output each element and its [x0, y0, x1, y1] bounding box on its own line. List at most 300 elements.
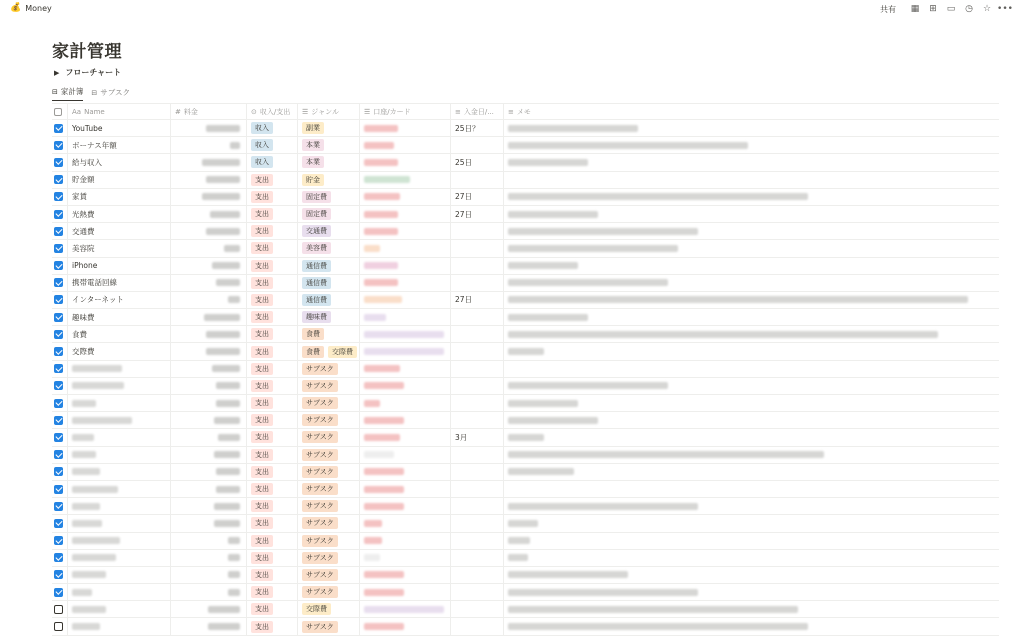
amount-cell[interactable] [171, 447, 247, 463]
name-cell[interactable] [68, 601, 171, 617]
table-row[interactable] [52, 584, 999, 601]
type-cell[interactable] [247, 378, 298, 394]
row-checkbox-cell[interactable] [52, 447, 68, 463]
name-cell[interactable] [68, 481, 171, 497]
memo-cell[interactable] [504, 154, 999, 170]
name-cell[interactable] [68, 395, 171, 411]
amount-cell[interactable] [171, 464, 247, 480]
table-row[interactable] [52, 292, 999, 309]
tab-subscription[interactable] [91, 87, 130, 101]
memo-cell[interactable] [504, 584, 999, 600]
type-cell[interactable] [247, 584, 298, 600]
checked-checkbox[interactable] [54, 158, 63, 167]
account-cell[interactable] [360, 361, 451, 377]
checked-checkbox[interactable] [54, 210, 63, 219]
account-cell[interactable] [360, 533, 451, 549]
type-cell[interactable] [247, 326, 298, 342]
table-row[interactable] [52, 618, 999, 635]
layout-grid-icon[interactable]: ▦ [910, 4, 920, 14]
amount-cell[interactable] [171, 515, 247, 531]
date-cell[interactable] [451, 223, 504, 239]
table-row[interactable] [52, 447, 999, 464]
account-cell[interactable] [360, 258, 451, 274]
date-cell[interactable] [451, 361, 504, 377]
table-row[interactable] [52, 154, 999, 171]
checked-checkbox[interactable] [54, 416, 63, 425]
type-cell[interactable] [247, 498, 298, 514]
column-header-amount[interactable] [171, 104, 247, 119]
genre-cell[interactable] [298, 447, 360, 463]
genre-cell[interactable] [298, 618, 360, 634]
memo-cell[interactable] [504, 533, 999, 549]
row-checkbox-cell[interactable] [52, 498, 68, 514]
amount-cell[interactable] [171, 275, 247, 291]
table-row[interactable] [52, 223, 999, 240]
date-cell[interactable] [451, 584, 504, 600]
row-checkbox-cell[interactable] [52, 584, 68, 600]
memo-cell[interactable] [504, 498, 999, 514]
genre-cell[interactable] [298, 464, 360, 480]
account-cell[interactable] [360, 412, 451, 428]
memo-cell[interactable] [504, 137, 999, 153]
row-checkbox-cell[interactable] [52, 618, 68, 634]
account-cell[interactable] [360, 498, 451, 514]
date-cell[interactable] [451, 464, 504, 480]
row-checkbox-cell[interactable] [52, 275, 68, 291]
date-cell[interactable] [451, 343, 504, 359]
account-cell[interactable] [360, 309, 451, 325]
genre-cell[interactable] [298, 240, 360, 256]
checked-checkbox[interactable] [54, 553, 63, 562]
amount-cell[interactable] [171, 481, 247, 497]
checked-checkbox[interactable] [54, 536, 63, 545]
genre-cell[interactable] [298, 223, 360, 239]
table-row[interactable] [52, 189, 999, 206]
type-cell[interactable] [247, 550, 298, 566]
amount-cell[interactable] [171, 533, 247, 549]
name-cell[interactable] [68, 120, 171, 136]
table-row[interactable] [52, 361, 999, 378]
date-cell[interactable] [451, 567, 504, 583]
row-checkbox-cell[interactable] [52, 601, 68, 617]
table-row[interactable] [52, 309, 999, 326]
genre-cell[interactable] [298, 189, 360, 205]
row-checkbox-cell[interactable] [52, 189, 68, 205]
memo-cell[interactable] [504, 618, 999, 634]
table-row[interactable] [52, 258, 999, 275]
row-checkbox-cell[interactable] [52, 515, 68, 531]
memo-cell[interactable] [504, 292, 999, 308]
memo-cell[interactable] [504, 464, 999, 480]
amount-cell[interactable] [171, 309, 247, 325]
row-checkbox-cell[interactable] [52, 550, 68, 566]
memo-cell[interactable] [504, 258, 999, 274]
table-row[interactable] [52, 275, 999, 292]
table-row[interactable] [52, 206, 999, 223]
date-cell[interactable] [451, 447, 504, 463]
date-cell[interactable] [451, 137, 504, 153]
type-cell[interactable] [247, 447, 298, 463]
amount-cell[interactable] [171, 292, 247, 308]
amount-cell[interactable] [171, 343, 247, 359]
date-cell[interactable] [451, 154, 504, 170]
table-row[interactable] [52, 567, 999, 584]
checked-checkbox[interactable] [54, 588, 63, 597]
type-cell[interactable] [247, 601, 298, 617]
genre-cell[interactable] [298, 343, 360, 359]
unchecked-checkbox[interactable] [54, 622, 63, 631]
row-checkbox-cell[interactable] [52, 206, 68, 222]
row-checkbox-cell[interactable] [52, 223, 68, 239]
date-cell[interactable] [451, 206, 504, 222]
table-row[interactable] [52, 533, 999, 550]
name-cell[interactable] [68, 550, 171, 566]
table-row[interactable] [52, 172, 999, 189]
checked-checkbox[interactable] [54, 519, 63, 528]
date-cell[interactable] [451, 395, 504, 411]
type-cell[interactable] [247, 292, 298, 308]
date-cell[interactable] [451, 601, 504, 617]
amount-cell[interactable] [171, 223, 247, 239]
amount-cell[interactable] [171, 189, 247, 205]
genre-cell[interactable] [298, 309, 360, 325]
type-cell[interactable] [247, 120, 298, 136]
memo-cell[interactable] [504, 567, 999, 583]
type-cell[interactable] [247, 275, 298, 291]
checked-checkbox[interactable] [54, 399, 63, 408]
genre-cell[interactable] [298, 258, 360, 274]
amount-cell[interactable] [171, 618, 247, 634]
date-cell[interactable] [451, 550, 504, 566]
account-cell[interactable] [360, 515, 451, 531]
name-cell[interactable] [68, 154, 171, 170]
date-cell[interactable] [451, 533, 504, 549]
type-cell[interactable] [247, 137, 298, 153]
name-cell[interactable] [68, 515, 171, 531]
amount-cell[interactable] [171, 584, 247, 600]
memo-cell[interactable] [504, 326, 999, 342]
name-cell[interactable] [68, 137, 171, 153]
account-cell[interactable] [360, 618, 451, 634]
row-checkbox-cell[interactable] [52, 464, 68, 480]
type-cell[interactable] [247, 361, 298, 377]
checked-checkbox[interactable] [54, 330, 63, 339]
type-cell[interactable] [247, 618, 298, 634]
unchecked-checkbox[interactable] [54, 605, 63, 614]
row-checkbox-cell[interactable] [52, 395, 68, 411]
table-row[interactable] [52, 120, 999, 137]
genre-cell[interactable] [298, 429, 360, 445]
name-cell[interactable] [68, 206, 171, 222]
checked-checkbox[interactable] [54, 192, 63, 201]
checked-checkbox[interactable] [54, 227, 63, 236]
date-cell[interactable] [451, 292, 504, 308]
name-cell[interactable] [68, 292, 171, 308]
share-button[interactable]: 共有 [880, 4, 896, 14]
type-cell[interactable] [247, 172, 298, 188]
memo-cell[interactable] [504, 275, 999, 291]
checked-checkbox[interactable] [54, 502, 63, 511]
checkbox-column-header[interactable] [52, 104, 68, 119]
name-cell[interactable] [68, 172, 171, 188]
account-cell[interactable] [360, 326, 451, 342]
date-cell[interactable] [451, 258, 504, 274]
name-cell[interactable] [68, 223, 171, 239]
genre-cell[interactable] [298, 326, 360, 342]
row-checkbox-cell[interactable] [52, 533, 68, 549]
amount-cell[interactable] [171, 240, 247, 256]
amount-cell[interactable] [171, 429, 247, 445]
genre-cell[interactable] [298, 584, 360, 600]
row-checkbox-cell[interactable] [52, 429, 68, 445]
amount-cell[interactable] [171, 120, 247, 136]
account-cell[interactable] [360, 464, 451, 480]
account-cell[interactable] [360, 550, 451, 566]
type-cell[interactable] [247, 567, 298, 583]
row-checkbox-cell[interactable] [52, 309, 68, 325]
checked-checkbox[interactable] [54, 570, 63, 579]
amount-cell[interactable] [171, 326, 247, 342]
type-cell[interactable] [247, 533, 298, 549]
account-cell[interactable] [360, 240, 451, 256]
amount-cell[interactable] [171, 498, 247, 514]
row-checkbox-cell[interactable] [52, 154, 68, 170]
checked-checkbox[interactable] [54, 467, 63, 476]
table-row[interactable] [52, 498, 999, 515]
genre-cell[interactable] [298, 172, 360, 188]
account-cell[interactable] [360, 206, 451, 222]
account-cell[interactable] [360, 343, 451, 359]
date-cell[interactable] [451, 189, 504, 205]
memo-cell[interactable] [504, 550, 999, 566]
date-cell[interactable] [451, 240, 504, 256]
row-checkbox-cell[interactable] [52, 240, 68, 256]
row-checkbox-cell[interactable] [52, 326, 68, 342]
amount-cell[interactable] [171, 258, 247, 274]
name-cell[interactable] [68, 618, 171, 634]
genre-cell[interactable] [298, 154, 360, 170]
history-clock-icon[interactable]: ◷ [965, 4, 973, 14]
type-cell[interactable] [247, 464, 298, 480]
name-cell[interactable] [68, 378, 171, 394]
genre-cell[interactable] [298, 275, 360, 291]
account-cell[interactable] [360, 172, 451, 188]
account-cell[interactable] [360, 601, 451, 617]
flowchart-toggle[interactable] [54, 67, 121, 78]
date-cell[interactable] [451, 498, 504, 514]
genre-cell[interactable] [298, 292, 360, 308]
account-cell[interactable] [360, 154, 451, 170]
memo-cell[interactable] [504, 447, 999, 463]
date-cell[interactable] [451, 515, 504, 531]
type-cell[interactable] [247, 189, 298, 205]
table-row[interactable] [52, 412, 999, 429]
type-cell[interactable] [247, 240, 298, 256]
genre-cell[interactable] [298, 515, 360, 531]
table-row[interactable] [52, 378, 999, 395]
memo-cell[interactable] [504, 309, 999, 325]
type-cell[interactable] [247, 395, 298, 411]
amount-cell[interactable] [171, 412, 247, 428]
genre-cell[interactable] [298, 378, 360, 394]
table-row[interactable] [52, 515, 999, 532]
genre-cell[interactable] [298, 498, 360, 514]
memo-cell[interactable] [504, 412, 999, 428]
genre-cell[interactable] [298, 550, 360, 566]
account-cell[interactable] [360, 137, 451, 153]
table-row[interactable] [52, 550, 999, 567]
memo-cell[interactable] [504, 172, 999, 188]
checked-checkbox[interactable] [54, 295, 63, 304]
account-cell[interactable] [360, 292, 451, 308]
type-cell[interactable] [247, 309, 298, 325]
name-cell[interactable] [68, 189, 171, 205]
tab-kakeibo[interactable] [52, 86, 83, 101]
row-checkbox-cell[interactable] [52, 412, 68, 428]
checked-checkbox[interactable] [54, 313, 63, 322]
memo-cell[interactable] [504, 223, 999, 239]
amount-cell[interactable] [171, 395, 247, 411]
breadcrumb[interactable] [10, 3, 52, 13]
type-cell[interactable] [247, 481, 298, 497]
name-cell[interactable] [68, 447, 171, 463]
amount-cell[interactable] [171, 206, 247, 222]
amount-cell[interactable] [171, 550, 247, 566]
account-cell[interactable] [360, 189, 451, 205]
apps-grid-icon[interactable]: ⊞ [929, 4, 937, 14]
amount-cell[interactable] [171, 601, 247, 617]
row-checkbox-cell[interactable] [52, 120, 68, 136]
checked-checkbox[interactable] [54, 347, 63, 356]
name-cell[interactable] [68, 309, 171, 325]
memo-cell[interactable] [504, 240, 999, 256]
account-cell[interactable] [360, 584, 451, 600]
date-cell[interactable] [451, 481, 504, 497]
row-checkbox-cell[interactable] [52, 378, 68, 394]
column-header-genre[interactable] [298, 104, 360, 119]
genre-cell[interactable] [298, 395, 360, 411]
checked-checkbox[interactable] [54, 278, 63, 287]
amount-cell[interactable] [171, 154, 247, 170]
row-checkbox-cell[interactable] [52, 137, 68, 153]
column-header-type[interactable] [247, 104, 298, 119]
type-cell[interactable] [247, 154, 298, 170]
checked-checkbox[interactable] [54, 175, 63, 184]
table-row[interactable] [52, 481, 999, 498]
table-row[interactable] [52, 464, 999, 481]
date-cell[interactable] [451, 172, 504, 188]
genre-cell[interactable] [298, 120, 360, 136]
name-cell[interactable] [68, 584, 171, 600]
table-row[interactable] [52, 395, 999, 412]
toggle-triangle-icon[interactable]: ▶ [54, 68, 60, 77]
checked-checkbox[interactable] [54, 124, 63, 133]
favorite-star-icon[interactable]: ☆ [982, 4, 992, 14]
type-cell[interactable] [247, 206, 298, 222]
table-row[interactable] [52, 240, 999, 257]
column-header-account[interactable] [360, 104, 451, 119]
memo-cell[interactable] [504, 481, 999, 497]
genre-cell[interactable] [298, 567, 360, 583]
amount-cell[interactable] [171, 137, 247, 153]
more-options-icon[interactable]: ••• [997, 4, 1013, 14]
name-cell[interactable] [68, 343, 171, 359]
date-cell[interactable] [451, 120, 504, 136]
table-row[interactable] [52, 343, 999, 360]
account-cell[interactable] [360, 378, 451, 394]
amount-cell[interactable] [171, 361, 247, 377]
name-cell[interactable] [68, 240, 171, 256]
checked-checkbox[interactable] [54, 364, 63, 373]
row-checkbox-cell[interactable] [52, 567, 68, 583]
checked-checkbox[interactable] [54, 450, 63, 459]
genre-cell[interactable] [298, 206, 360, 222]
date-cell[interactable] [451, 412, 504, 428]
memo-cell[interactable] [504, 343, 999, 359]
checked-checkbox[interactable] [54, 433, 63, 442]
date-cell[interactable] [451, 309, 504, 325]
account-cell[interactable] [360, 275, 451, 291]
account-cell[interactable] [360, 567, 451, 583]
row-checkbox-cell[interactable] [52, 292, 68, 308]
account-cell[interactable] [360, 395, 451, 411]
name-cell[interactable] [68, 567, 171, 583]
genre-cell[interactable] [298, 361, 360, 377]
account-cell[interactable] [360, 223, 451, 239]
amount-cell[interactable] [171, 378, 247, 394]
amount-cell[interactable] [171, 567, 247, 583]
genre-cell[interactable] [298, 137, 360, 153]
column-header-date[interactable] [451, 104, 504, 119]
date-cell[interactable] [451, 618, 504, 634]
type-cell[interactable] [247, 429, 298, 445]
type-cell[interactable] [247, 223, 298, 239]
name-cell[interactable] [68, 498, 171, 514]
memo-cell[interactable] [504, 206, 999, 222]
checked-checkbox[interactable] [54, 485, 63, 494]
row-checkbox-cell[interactable] [52, 481, 68, 497]
table-row[interactable] [52, 326, 999, 343]
name-cell[interactable] [68, 275, 171, 291]
checked-checkbox[interactable] [54, 244, 63, 253]
genre-cell[interactable] [298, 412, 360, 428]
type-cell[interactable] [247, 515, 298, 531]
account-cell[interactable] [360, 447, 451, 463]
table-row[interactable] [52, 601, 999, 618]
account-cell[interactable] [360, 120, 451, 136]
table-row[interactable] [52, 137, 999, 154]
checked-checkbox[interactable] [54, 141, 63, 150]
memo-cell[interactable] [504, 429, 999, 445]
account-cell[interactable] [360, 481, 451, 497]
type-cell[interactable] [247, 343, 298, 359]
memo-cell[interactable] [504, 395, 999, 411]
genre-cell[interactable] [298, 481, 360, 497]
checked-checkbox[interactable] [54, 381, 63, 390]
column-header-memo[interactable] [504, 104, 999, 119]
date-cell[interactable] [451, 275, 504, 291]
name-cell[interactable] [68, 258, 171, 274]
date-cell[interactable] [451, 326, 504, 342]
comment-icon[interactable]: ▭ [946, 4, 956, 14]
name-cell[interactable] [68, 361, 171, 377]
column-header-name[interactable] [68, 104, 171, 119]
table-row[interactable] [52, 429, 999, 446]
memo-cell[interactable] [504, 189, 999, 205]
account-cell[interactable] [360, 429, 451, 445]
checked-checkbox[interactable] [54, 261, 63, 270]
date-cell[interactable] [451, 429, 504, 445]
